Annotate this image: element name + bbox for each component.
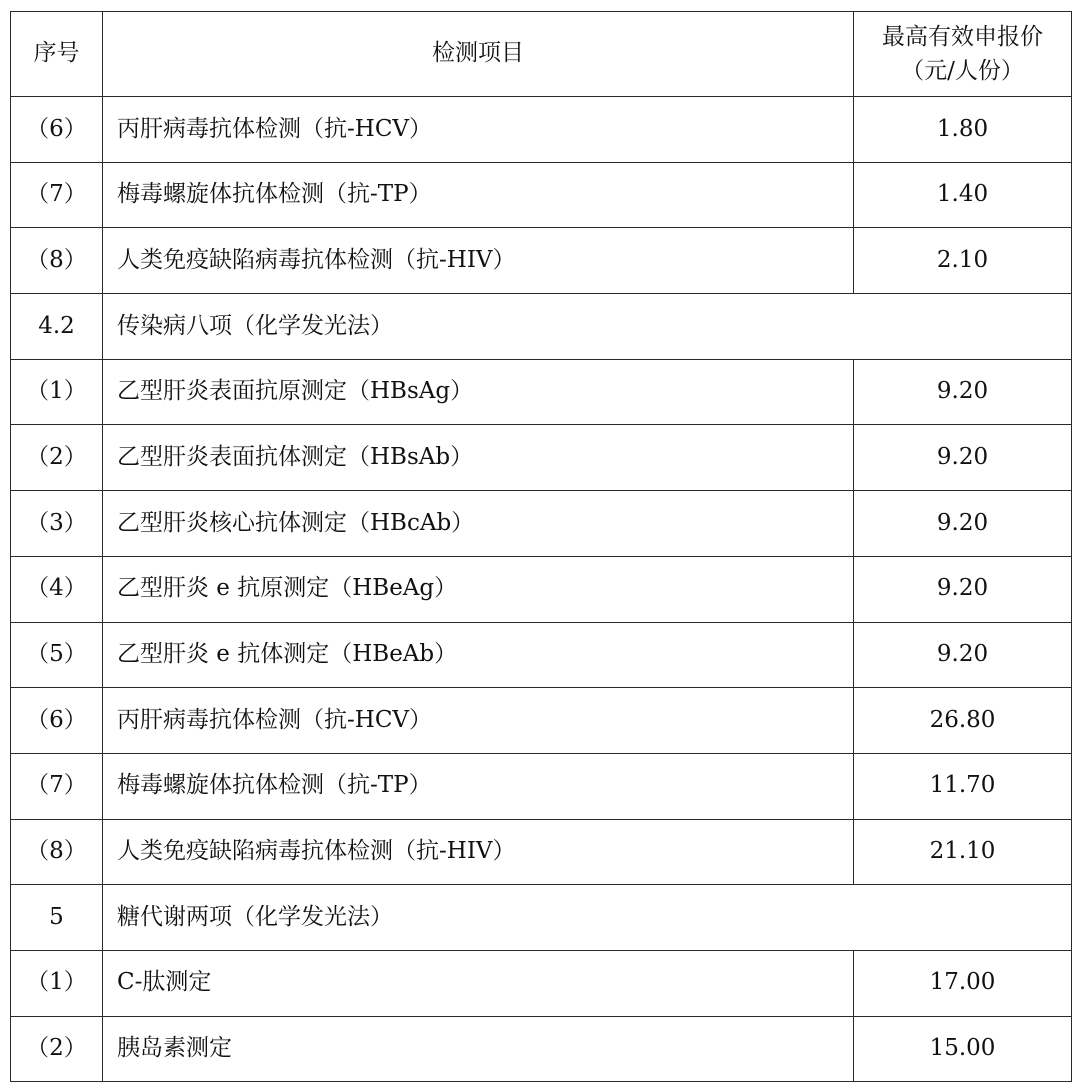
row-price: 1.40 <box>854 162 1072 228</box>
row-index: （8） <box>11 228 103 294</box>
section-row <box>11 885 1072 951</box>
table-row <box>11 556 1072 622</box>
table-body <box>11 97 1072 1082</box>
section-index: 5 <box>11 885 103 951</box>
header-price <box>854 12 1072 97</box>
row-index: （7） <box>11 753 103 819</box>
header-row <box>11 12 1072 97</box>
table-row <box>11 228 1072 294</box>
table-row <box>11 491 1072 557</box>
row-price: 9.20 <box>854 556 1072 622</box>
row-item: 丙肝病毒抗体检测（抗-HCV） <box>103 688 854 754</box>
row-index: （7） <box>11 162 103 228</box>
header-item: 检测项目 <box>103 12 854 97</box>
row-item: 人类免疫缺陷病毒抗体检测（抗-HIV） <box>103 819 854 885</box>
row-item: 乙型肝炎表面抗原测定（HBsAg） <box>103 359 854 425</box>
table-row <box>11 688 1072 754</box>
table-row <box>11 753 1072 819</box>
table-row <box>11 950 1072 1016</box>
row-price: 9.20 <box>854 491 1072 557</box>
row-index: （6） <box>11 97 103 163</box>
row-item: 乙型肝炎表面抗体测定（HBsAb） <box>103 425 854 491</box>
row-price: 9.20 <box>854 425 1072 491</box>
price-table <box>10 11 1072 1082</box>
row-index: （3） <box>11 491 103 557</box>
row-item: 乙型肝炎 e 抗体测定（HBeAb） <box>103 622 854 688</box>
row-price: 11.70 <box>854 753 1072 819</box>
row-item: 乙型肝炎 e 抗原测定（HBeAg） <box>103 556 854 622</box>
row-item: 梅毒螺旋体抗体检测（抗-TP） <box>103 162 854 228</box>
section-title: 糖代谢两项（化学发光法） <box>103 885 1072 951</box>
row-index: （1） <box>11 950 103 1016</box>
row-index: （2） <box>11 425 103 491</box>
row-index: （8） <box>11 819 103 885</box>
table-row <box>11 425 1072 491</box>
table-row <box>11 162 1072 228</box>
table-row <box>11 359 1072 425</box>
row-price: 17.00 <box>854 950 1072 1016</box>
table-row <box>11 819 1072 885</box>
section-index: 4.2 <box>11 294 103 360</box>
row-item: 乙型肝炎核心抗体测定（HBcAb） <box>103 491 854 557</box>
table-row <box>11 97 1072 163</box>
row-item: 胰岛素测定 <box>103 1016 854 1082</box>
section-title: 传染病八项（化学发光法） <box>103 294 1072 360</box>
row-index: （2） <box>11 1016 103 1082</box>
header-price-line1: 最高有效申报价 <box>882 23 1043 50</box>
row-item: 人类免疫缺陷病毒抗体检测（抗-HIV） <box>103 228 854 294</box>
table-row <box>11 622 1072 688</box>
row-index: （1） <box>11 359 103 425</box>
row-price: 26.80 <box>854 688 1072 754</box>
row-price: 15.00 <box>854 1016 1072 1082</box>
row-item: C-肽测定 <box>103 950 854 1016</box>
row-index: （6） <box>11 688 103 754</box>
row-price: 9.20 <box>854 359 1072 425</box>
row-item: 梅毒螺旋体抗体检测（抗-TP） <box>103 753 854 819</box>
row-price: 9.20 <box>854 622 1072 688</box>
row-price: 21.10 <box>854 819 1072 885</box>
row-price: 2.10 <box>854 228 1072 294</box>
header-index: 序号 <box>11 12 103 97</box>
row-index: （5） <box>11 622 103 688</box>
section-row <box>11 294 1072 360</box>
header-price-line2: （元/人份） <box>901 58 1024 84</box>
row-index: （4） <box>11 556 103 622</box>
table-row <box>11 1016 1072 1082</box>
row-item: 丙肝病毒抗体检测（抗-HCV） <box>103 97 854 163</box>
row-price: 1.80 <box>854 97 1072 163</box>
